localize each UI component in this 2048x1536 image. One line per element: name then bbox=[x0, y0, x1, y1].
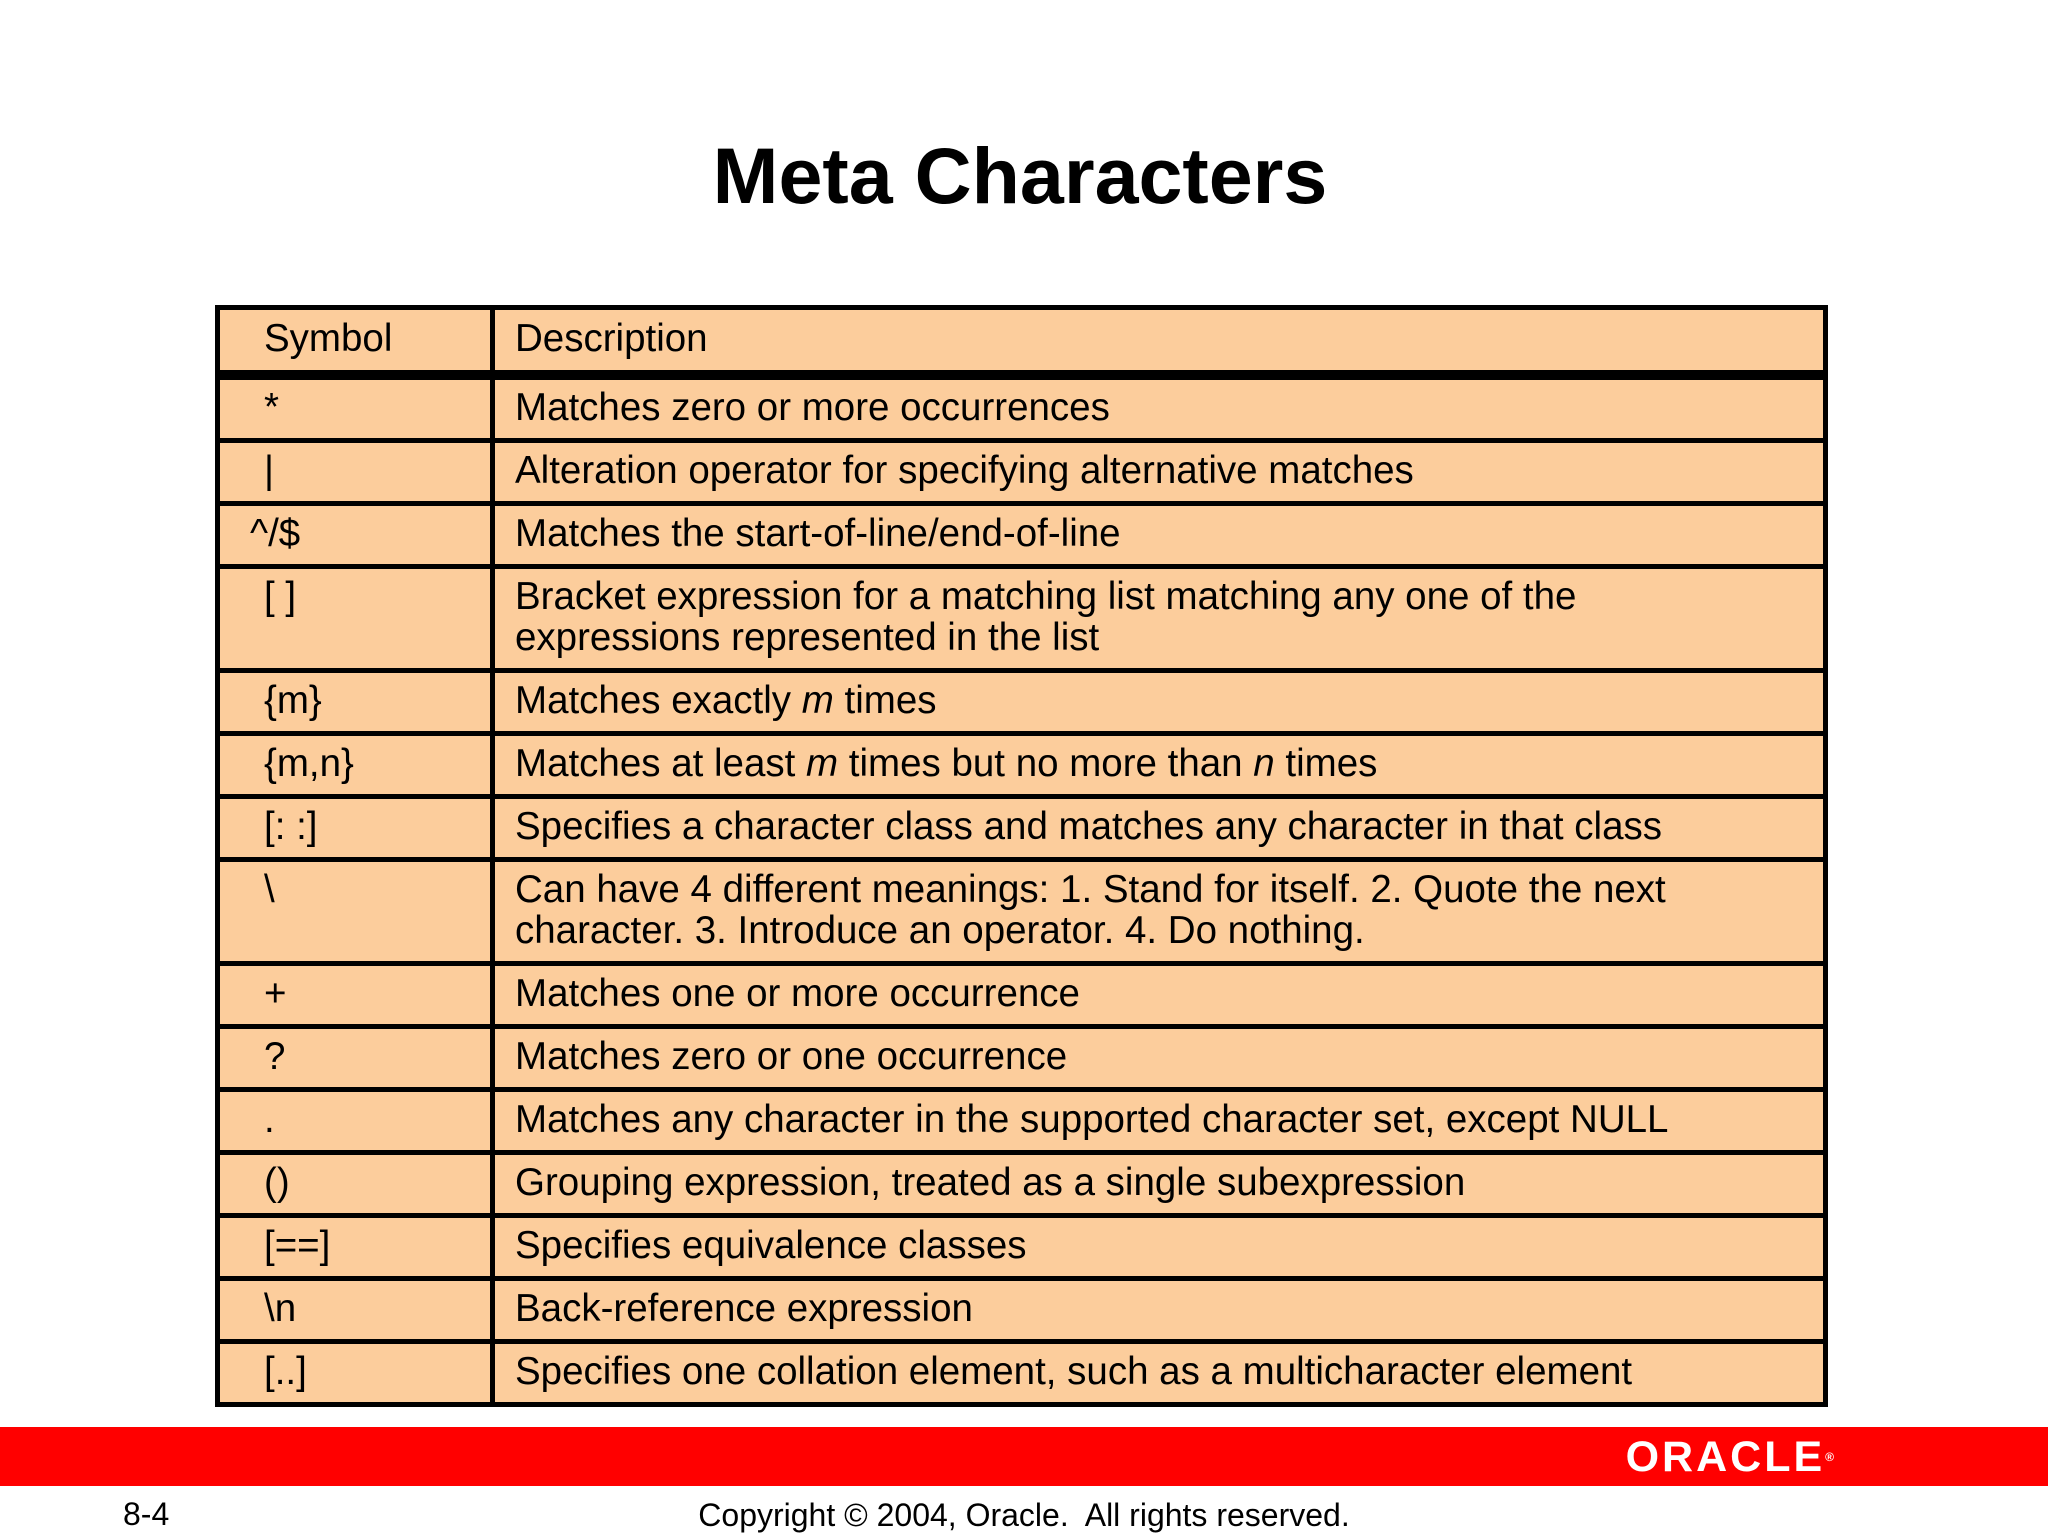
description-cell: Matches zero or more occurrences bbox=[493, 375, 1826, 441]
table-row bbox=[218, 567, 1826, 671]
symbol-cell: {m} bbox=[218, 671, 493, 734]
symbol-cell: . bbox=[218, 1090, 493, 1153]
footer-bar bbox=[0, 1427, 2048, 1486]
table-row bbox=[218, 1027, 1826, 1090]
description-cell bbox=[493, 860, 1826, 964]
registered-mark: ® bbox=[1825, 1450, 1834, 1464]
symbol-cell: ? bbox=[218, 1027, 493, 1090]
table-row bbox=[218, 860, 1826, 964]
symbol-cell: | bbox=[218, 441, 493, 504]
page-number: 8-4 bbox=[123, 1496, 170, 1532]
description-cell: Matches the start-of-line/end-of-line bbox=[493, 504, 1826, 567]
description-line: Can have 4 different meanings: 1. Stand for itself. 2. Quote the next bbox=[515, 868, 1666, 911]
table-row bbox=[218, 1090, 1826, 1153]
symbol-column-header: Symbol bbox=[218, 308, 493, 376]
symbol-cell: + bbox=[218, 964, 493, 1027]
italic-term: n bbox=[1253, 742, 1275, 785]
symbol-cell: {m,n} bbox=[218, 734, 493, 797]
table-row bbox=[218, 797, 1826, 860]
description-cell bbox=[493, 567, 1826, 671]
description-text: Matches at least bbox=[515, 742, 807, 785]
symbol-cell: [==] bbox=[218, 1216, 493, 1279]
description-cell: Back-reference expression bbox=[493, 1279, 1826, 1342]
oracle-logo bbox=[1626, 1435, 1834, 1479]
slide-title: Meta Characters bbox=[712, 131, 1328, 220]
description-cell: Matches zero or one occurrence bbox=[493, 1027, 1826, 1090]
description-cell bbox=[493, 671, 1826, 734]
italic-term: m bbox=[801, 679, 834, 722]
symbol-cell: [: :] bbox=[218, 797, 493, 860]
table-row bbox=[218, 1279, 1826, 1342]
description-text: times but no more than bbox=[838, 742, 1254, 785]
description-cell: Grouping expression, treated as a single subexpression bbox=[493, 1153, 1826, 1216]
description-cell: Specifies one collation element, such as a multicharacter element bbox=[493, 1342, 1826, 1405]
table-header-row bbox=[218, 308, 1826, 376]
table-row bbox=[218, 734, 1826, 797]
description-cell bbox=[493, 734, 1826, 797]
description-line: Bracket expression for a matching list matching any one of the bbox=[515, 575, 1577, 618]
symbol-cell: [..] bbox=[218, 1342, 493, 1405]
description-line: expressions represented in the list bbox=[515, 616, 1100, 659]
table-row bbox=[218, 1216, 1826, 1279]
symbol-cell: \n bbox=[218, 1279, 493, 1342]
table-row bbox=[218, 964, 1826, 1027]
symbol-cell: ^/$ bbox=[218, 504, 493, 567]
symbol-cell: [ ] bbox=[218, 567, 493, 671]
symbol-cell: * bbox=[218, 375, 493, 441]
table-row bbox=[218, 441, 1826, 504]
table-row bbox=[218, 504, 1826, 567]
description-text: times bbox=[1274, 742, 1378, 785]
symbol-cell: () bbox=[218, 1153, 493, 1216]
description-text: times bbox=[833, 679, 937, 722]
table-row bbox=[218, 375, 1826, 441]
table-row bbox=[218, 1342, 1826, 1405]
description-line: character. 3. Introduce an operator. 4. Do nothing. bbox=[515, 909, 1365, 952]
description-text: Matches exactly bbox=[515, 679, 802, 722]
description-cell: Specifies equivalence classes bbox=[493, 1216, 1826, 1279]
description-cell: Alteration operator for specifying alternative matches bbox=[493, 441, 1826, 504]
italic-term: m bbox=[806, 742, 839, 785]
description-column-header: Description bbox=[493, 308, 1826, 376]
table-row bbox=[218, 671, 1826, 734]
table-row bbox=[218, 1153, 1826, 1216]
description-cell: Specifies a character class and matches any character in that class bbox=[493, 797, 1826, 860]
meta-characters-table bbox=[215, 305, 1828, 1407]
description-cell: Matches any character in the supported character set, except NULL bbox=[493, 1090, 1826, 1153]
description-cell: Matches one or more occurrence bbox=[493, 964, 1826, 1027]
symbol-cell: \ bbox=[218, 860, 493, 964]
copyright-notice: Copyright © 2004, Oracle. All rights reserved. bbox=[698, 1497, 1350, 1533]
oracle-logo-text: ORACLE bbox=[1625, 1433, 1826, 1481]
